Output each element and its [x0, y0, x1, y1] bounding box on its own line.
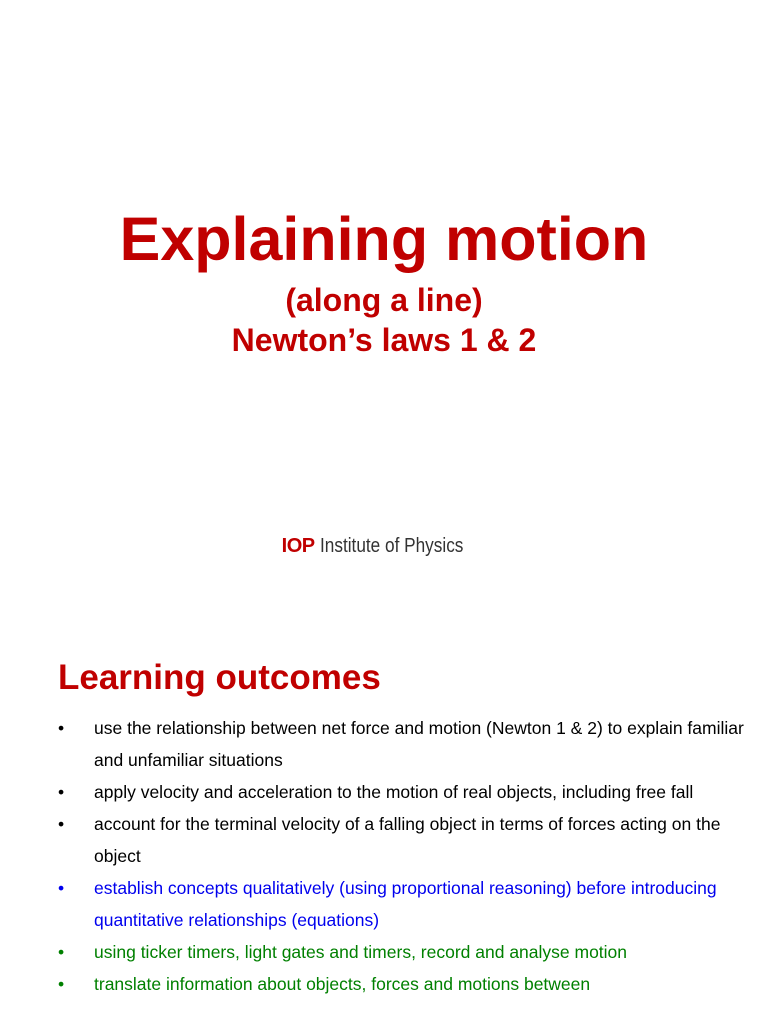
slide-subtitle: (along a line)	[285, 282, 483, 318]
outcome-item	[58, 936, 748, 968]
bullet-icon: •	[58, 974, 65, 994]
outcome-text: use the relationship between net force and motion (Newton 1 & 2) to explain familiar and unfamiliar situations	[94, 718, 744, 770]
slide-title: Explaining motion	[119, 205, 649, 273]
iop-logo-mark: IOP	[281, 535, 315, 557]
bullet-icon: •	[58, 782, 65, 802]
outcome-item	[58, 712, 748, 776]
iop-logo-text: Institute of Physics	[319, 535, 463, 557]
outcome-item	[58, 968, 748, 1000]
bullet-icon: •	[58, 814, 65, 834]
outcome-item	[58, 776, 748, 808]
bullet-icon: •	[58, 718, 65, 738]
outcome-text: translate information about objects, forces and motions between	[94, 974, 591, 994]
outcome-text: using ticker timers, light gates and timers, record and analyse motion	[94, 942, 628, 962]
bullet-icon: •	[58, 878, 65, 898]
outcome-text: establish concepts qualitatively (using proportional reasoning) before introducing quantitative relationships (equations)	[94, 878, 717, 930]
outcome-text: apply velocity and acceleration to the motion of real objects, including free fall	[94, 782, 694, 802]
learning-outcomes-heading: Learning outcomes	[58, 658, 381, 697]
slide-subtitle-laws: Newton’s laws 1 & 2	[231, 322, 537, 358]
outcome-text: account for the terminal velocity of a falling object in terms of forces acting on the object	[94, 814, 721, 866]
bullet-icon: •	[58, 942, 65, 962]
outcome-item	[58, 808, 748, 872]
iop-logo	[0, 533, 768, 559]
learning-outcomes-list	[58, 712, 748, 1000]
outcome-item	[58, 872, 748, 936]
